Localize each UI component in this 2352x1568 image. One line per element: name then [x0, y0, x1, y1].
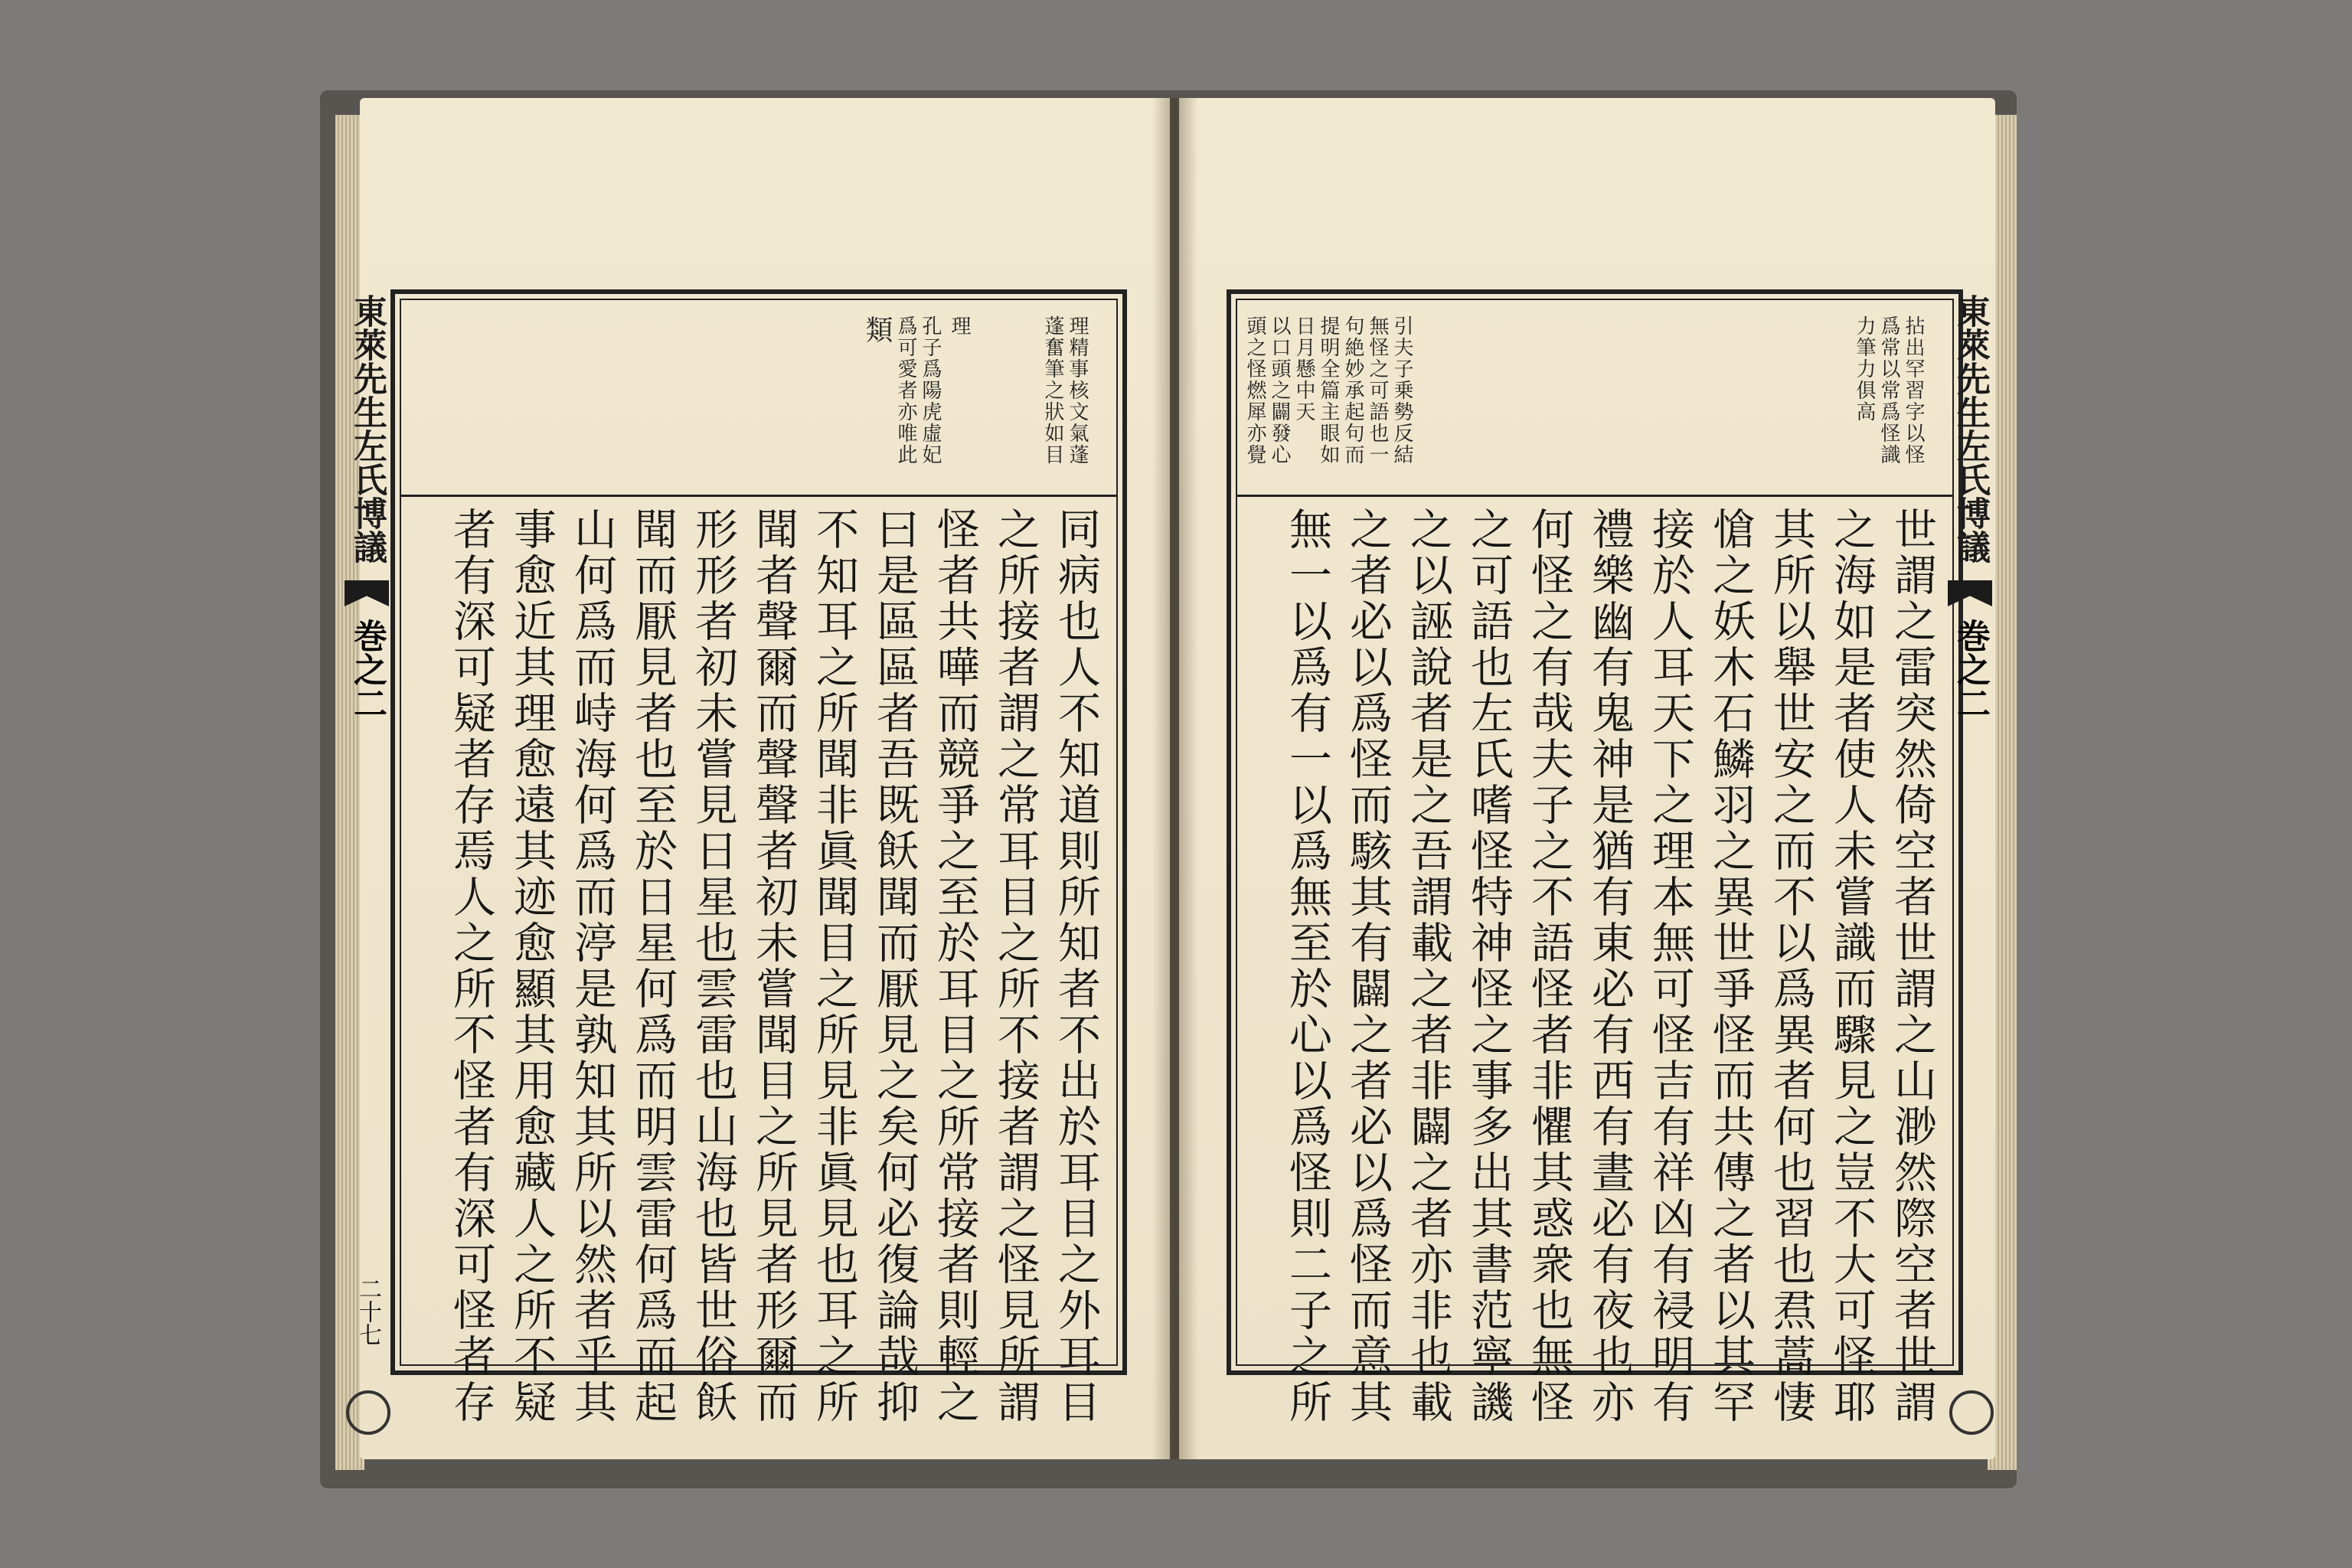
right-text-frame	[1227, 289, 1963, 1426]
text-column: 無一以爲有一以爲無至於心以爲怪則二子之所	[1282, 507, 1332, 1426]
text-column: 禮樂幽有鬼神是猶有東必有西有晝必有夜也亦	[1585, 507, 1635, 1426]
text-column: 之可語也左氏嗜怪特神怪之事多出其書范寧譏	[1464, 507, 1514, 1426]
text-column: 怪者共嘩而競爭之至於耳目之所常接者則輕之	[930, 507, 980, 1426]
right-spine-margin	[1948, 289, 1992, 1392]
headnote: 類	[861, 315, 893, 345]
left-spine-title: 東萊先生左氏博議	[348, 294, 387, 564]
text-column: 接於人耳天下之理本無可怪吉有祥凶有祲明有	[1645, 507, 1695, 1426]
right-spine-volume: 巻之二	[1951, 619, 1990, 720]
headnote: 以口頭之闢發心	[1268, 315, 1291, 466]
left-page-number: 二十七	[354, 1277, 381, 1346]
text-column: 事愈近其理愈遠其迹愈顯其用愈藏人之所不疑	[507, 507, 557, 1426]
fish-tail-mark-top	[1948, 580, 1992, 606]
text-column: 不知耳之所聞非眞聞目之所見非眞見也耳之所	[809, 507, 859, 1426]
fish-tail-mark-top	[345, 580, 389, 606]
text-column: 山何爲而峙海何爲而渟是孰知其所以然者乎其	[567, 507, 617, 1426]
text-column: 聞者聲爾而聲聲者初未嘗聞目之所見者形爾而	[749, 507, 799, 1426]
headnote: 頭之怪燃犀亦覺	[1243, 315, 1266, 466]
headnote: 爲可愛者亦唯此	[894, 315, 917, 466]
headnote: 引夫子乗勢反結	[1390, 315, 1413, 466]
headnote: 理	[948, 315, 971, 337]
headnote: 理精事核文氣蓬	[1066, 315, 1089, 466]
right-spine-title: 東萊先生左氏博議	[1951, 294, 1990, 564]
fish-ring-mark	[1949, 1390, 1994, 1435]
text-column: 之海如是者使人未嘗識而驟見之豈不大可怪耶	[1827, 507, 1877, 1426]
fish-ring-mark	[346, 1390, 390, 1435]
headnote: 句絶妙承起句而	[1341, 315, 1364, 466]
left-spine-volume: 巻之二	[348, 619, 387, 720]
headnote: 拈出罕習字以怪	[1902, 315, 1925, 466]
text-column: 之以誣說者是之吾謂載之者非闢之者亦非也載	[1403, 507, 1453, 1426]
right-headnote-band	[1237, 300, 1952, 497]
text-column: 曰是區區者吾既飫聞而厭見之矣何必復論哉抑	[870, 507, 920, 1426]
text-column: 同病也人不知道則所知者不出於耳目之外耳目	[1051, 507, 1101, 1426]
headnote: 力筆力俱高	[1853, 315, 1876, 423]
headnote: 孔子爲陽虎虛妃	[919, 315, 942, 466]
text-column: 愴之妖木石鱗羽之異世爭怪而共傳之者以其罕	[1706, 507, 1756, 1426]
headnote: 蓬奮筆之狀如目	[1041, 315, 1064, 466]
text-column: 之所接者謂之常耳目之所不接者謂之怪見所謂	[991, 507, 1040, 1426]
headnote: 日月懸中天	[1292, 315, 1315, 423]
text-column: 形形者初未嘗見日星也雲雷也山海也皆世俗飫	[688, 507, 738, 1426]
headnote: 無怪之可語也一	[1366, 315, 1389, 466]
left-text-frame	[390, 289, 1127, 1426]
text-column: 聞而厭見者也至於日星何爲而明雲雷何爲而起	[628, 507, 678, 1426]
text-column: 者有深可疑者存焉人之所不怪者有深可怪者存	[446, 507, 496, 1426]
headnote: 爲常以常爲怪識	[1877, 315, 1900, 466]
left-spine-margin	[345, 289, 389, 1392]
left-headnote-band	[401, 300, 1116, 497]
text-column: 之者必以爲怪而駭其有闢之者必以爲怪而意其	[1343, 507, 1393, 1426]
text-column: 世謂之雷突然倚空者世謂之山渺然際空者世謂	[1887, 507, 1937, 1426]
text-column: 其所以舉世安之而不以爲異者何也習也焄蒿悽	[1766, 507, 1816, 1426]
headnote: 提明全篇主眼如	[1317, 315, 1340, 466]
book-gutter	[1152, 98, 1198, 1459]
text-column: 何怪之有哉夫子之不語怪者非懼其惑衆也無怪	[1524, 507, 1574, 1426]
